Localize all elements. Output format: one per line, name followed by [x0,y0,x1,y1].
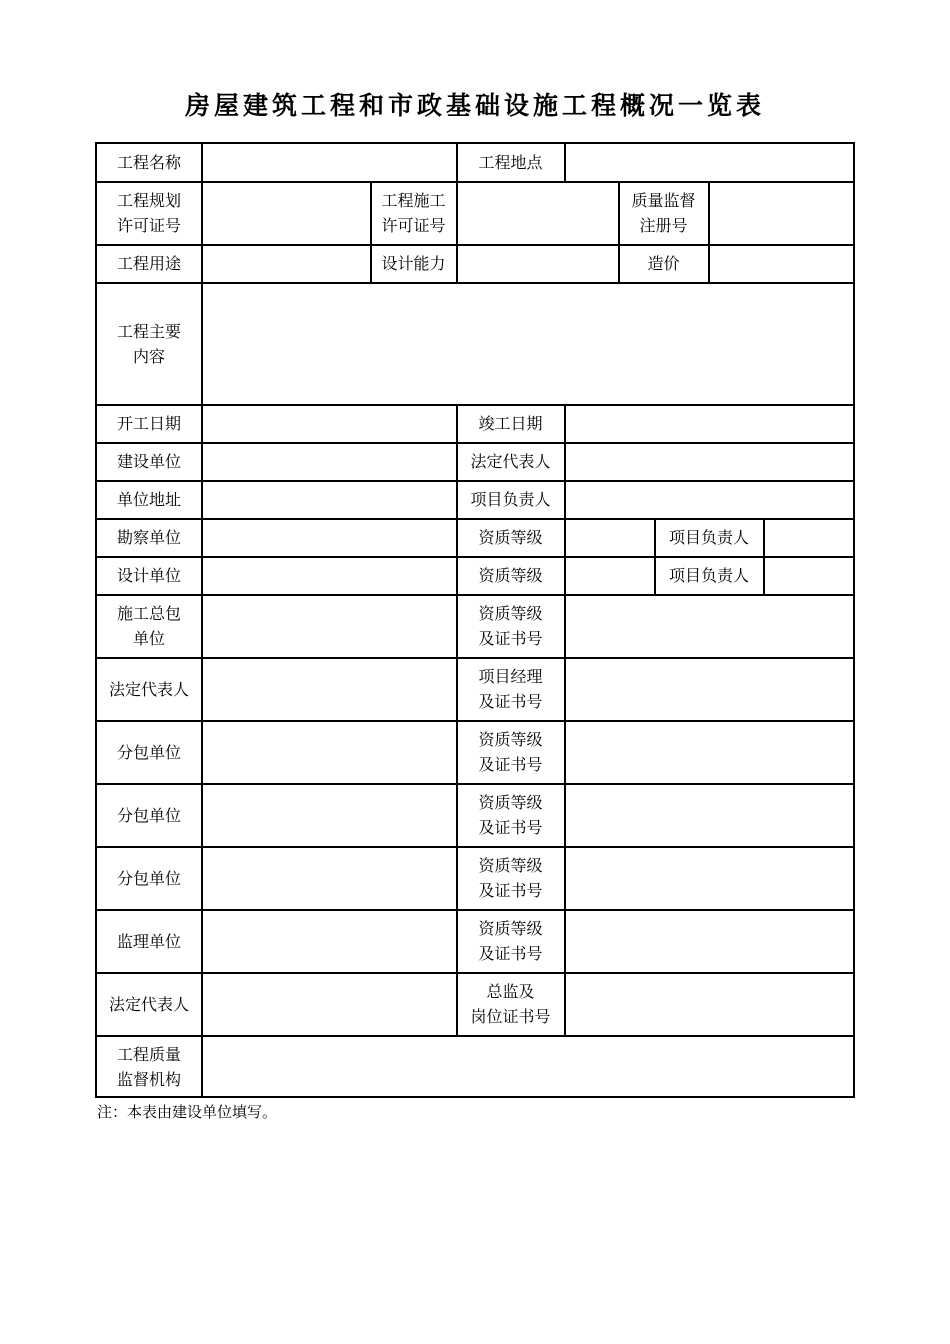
label-quality-supervision-agency: 工程质量 监督机构 [116,1045,181,1089]
supervision-qualification-field[interactable] [565,910,855,972]
label-subcontractor-3: 分包单位 [116,868,181,888]
subcontractor-2-field[interactable] [202,784,456,846]
unit-address-field[interactable] [202,481,456,518]
start-date-field[interactable] [202,405,456,442]
quality-supervision-reg-no-field[interactable] [709,182,855,244]
label-design-qualification: 资质等级 [478,566,543,585]
main-content-field[interactable] [202,283,855,404]
label-design-capacity: 设计能力 [381,254,446,273]
survey-qualification-field[interactable] [565,519,654,556]
subcontractor-3-field[interactable] [202,847,456,909]
label-completion-date: 竣工日期 [478,414,543,433]
supervision-legal-rep-field[interactable] [202,973,456,1035]
planning-permit-no-field[interactable] [202,182,370,244]
label-survey-qualification: 资质等级 [478,528,543,547]
subcontractor-2-qualification-field[interactable] [565,784,855,846]
chief-supervisor-field[interactable] [565,973,855,1035]
legal-representative-field[interactable] [565,443,855,480]
label-project-lead: 项目负责人 [470,490,551,509]
general-contractor-field[interactable] [202,595,456,657]
design-unit-field[interactable] [202,557,456,594]
label-supervision-legal-rep: 法定代表人 [108,994,189,1014]
label-subcontractor-2: 分包单位 [116,805,181,825]
quality-supervision-agency-field[interactable] [202,1036,855,1098]
completion-date-field[interactable] [565,405,855,442]
label-subcontractor-3-qualification: 资质等级 及证书号 [478,856,543,900]
label-subcontractor-1: 分包单位 [116,742,181,762]
label-construction-permit-no: 工程施工 许可证号 [381,191,446,235]
label-supervision-qualification: 资质等级 及证书号 [478,919,543,963]
supervision-unit-field[interactable] [202,910,456,972]
design-capacity-field[interactable] [457,245,618,282]
label-design-unit: 设计单位 [116,566,181,585]
survey-lead-field[interactable] [764,519,855,556]
label-project-location: 工程地点 [478,153,543,172]
label-legal-representative: 法定代表人 [470,452,551,471]
label-survey-unit: 勘察单位 [116,528,181,547]
contractor-qualification-field[interactable] [565,595,855,657]
footnote: 注：本表由建设单位填写。 [97,1103,278,1121]
label-project-name: 工程名称 [116,153,181,172]
form-title: 房屋建筑工程和市政基础设施工程概况一览表 [184,91,765,120]
overview-table [95,142,855,1098]
project-use-field[interactable] [202,245,370,282]
project-manager-field[interactable] [565,658,855,720]
label-project-manager: 项目经理 及证书号 [478,667,543,711]
cost-field[interactable] [709,245,855,282]
label-contractor-qualification: 资质等级 及证书号 [478,604,543,648]
label-client-unit: 建设单位 [116,452,181,471]
label-chief-supervisor: 总监及 岗位证书号 [470,982,551,1026]
subcontractor-1-field[interactable] [202,721,456,783]
label-supervision-unit: 监理单位 [116,931,181,951]
project-name-field[interactable] [202,144,456,181]
label-general-contractor: 施工总包 单位 [116,604,181,648]
project-lead-field[interactable] [565,481,855,518]
design-lead-field[interactable] [764,557,855,594]
contractor-legal-rep-field[interactable] [202,658,456,720]
label-contractor-legal-rep: 法定代表人 [108,679,189,699]
label-subcontractor-1-qualification: 资质等级 及证书号 [478,730,543,774]
label-unit-address: 单位地址 [116,490,181,509]
design-qualification-field[interactable] [565,557,654,594]
subcontractor-1-qualification-field[interactable] [565,721,855,783]
label-project-use: 工程用途 [116,254,181,273]
label-subcontractor-2-qualification: 资质等级 及证书号 [478,793,543,837]
client-unit-field[interactable] [202,443,456,480]
label-cost: 造价 [647,254,680,273]
survey-unit-field[interactable] [202,519,456,556]
label-main-content: 工程主要 内容 [116,321,181,366]
label-planning-permit-no: 工程规划 许可证号 [116,191,181,235]
construction-permit-no-field[interactable] [457,182,618,244]
label-design-lead: 项目负责人 [668,566,749,585]
subcontractor-3-qualification-field[interactable] [565,847,855,909]
label-quality-supervision-reg-no: 质量监督 注册号 [631,191,696,235]
label-survey-lead: 项目负责人 [668,528,749,547]
label-start-date: 开工日期 [116,414,181,433]
project-location-field[interactable] [565,144,855,181]
